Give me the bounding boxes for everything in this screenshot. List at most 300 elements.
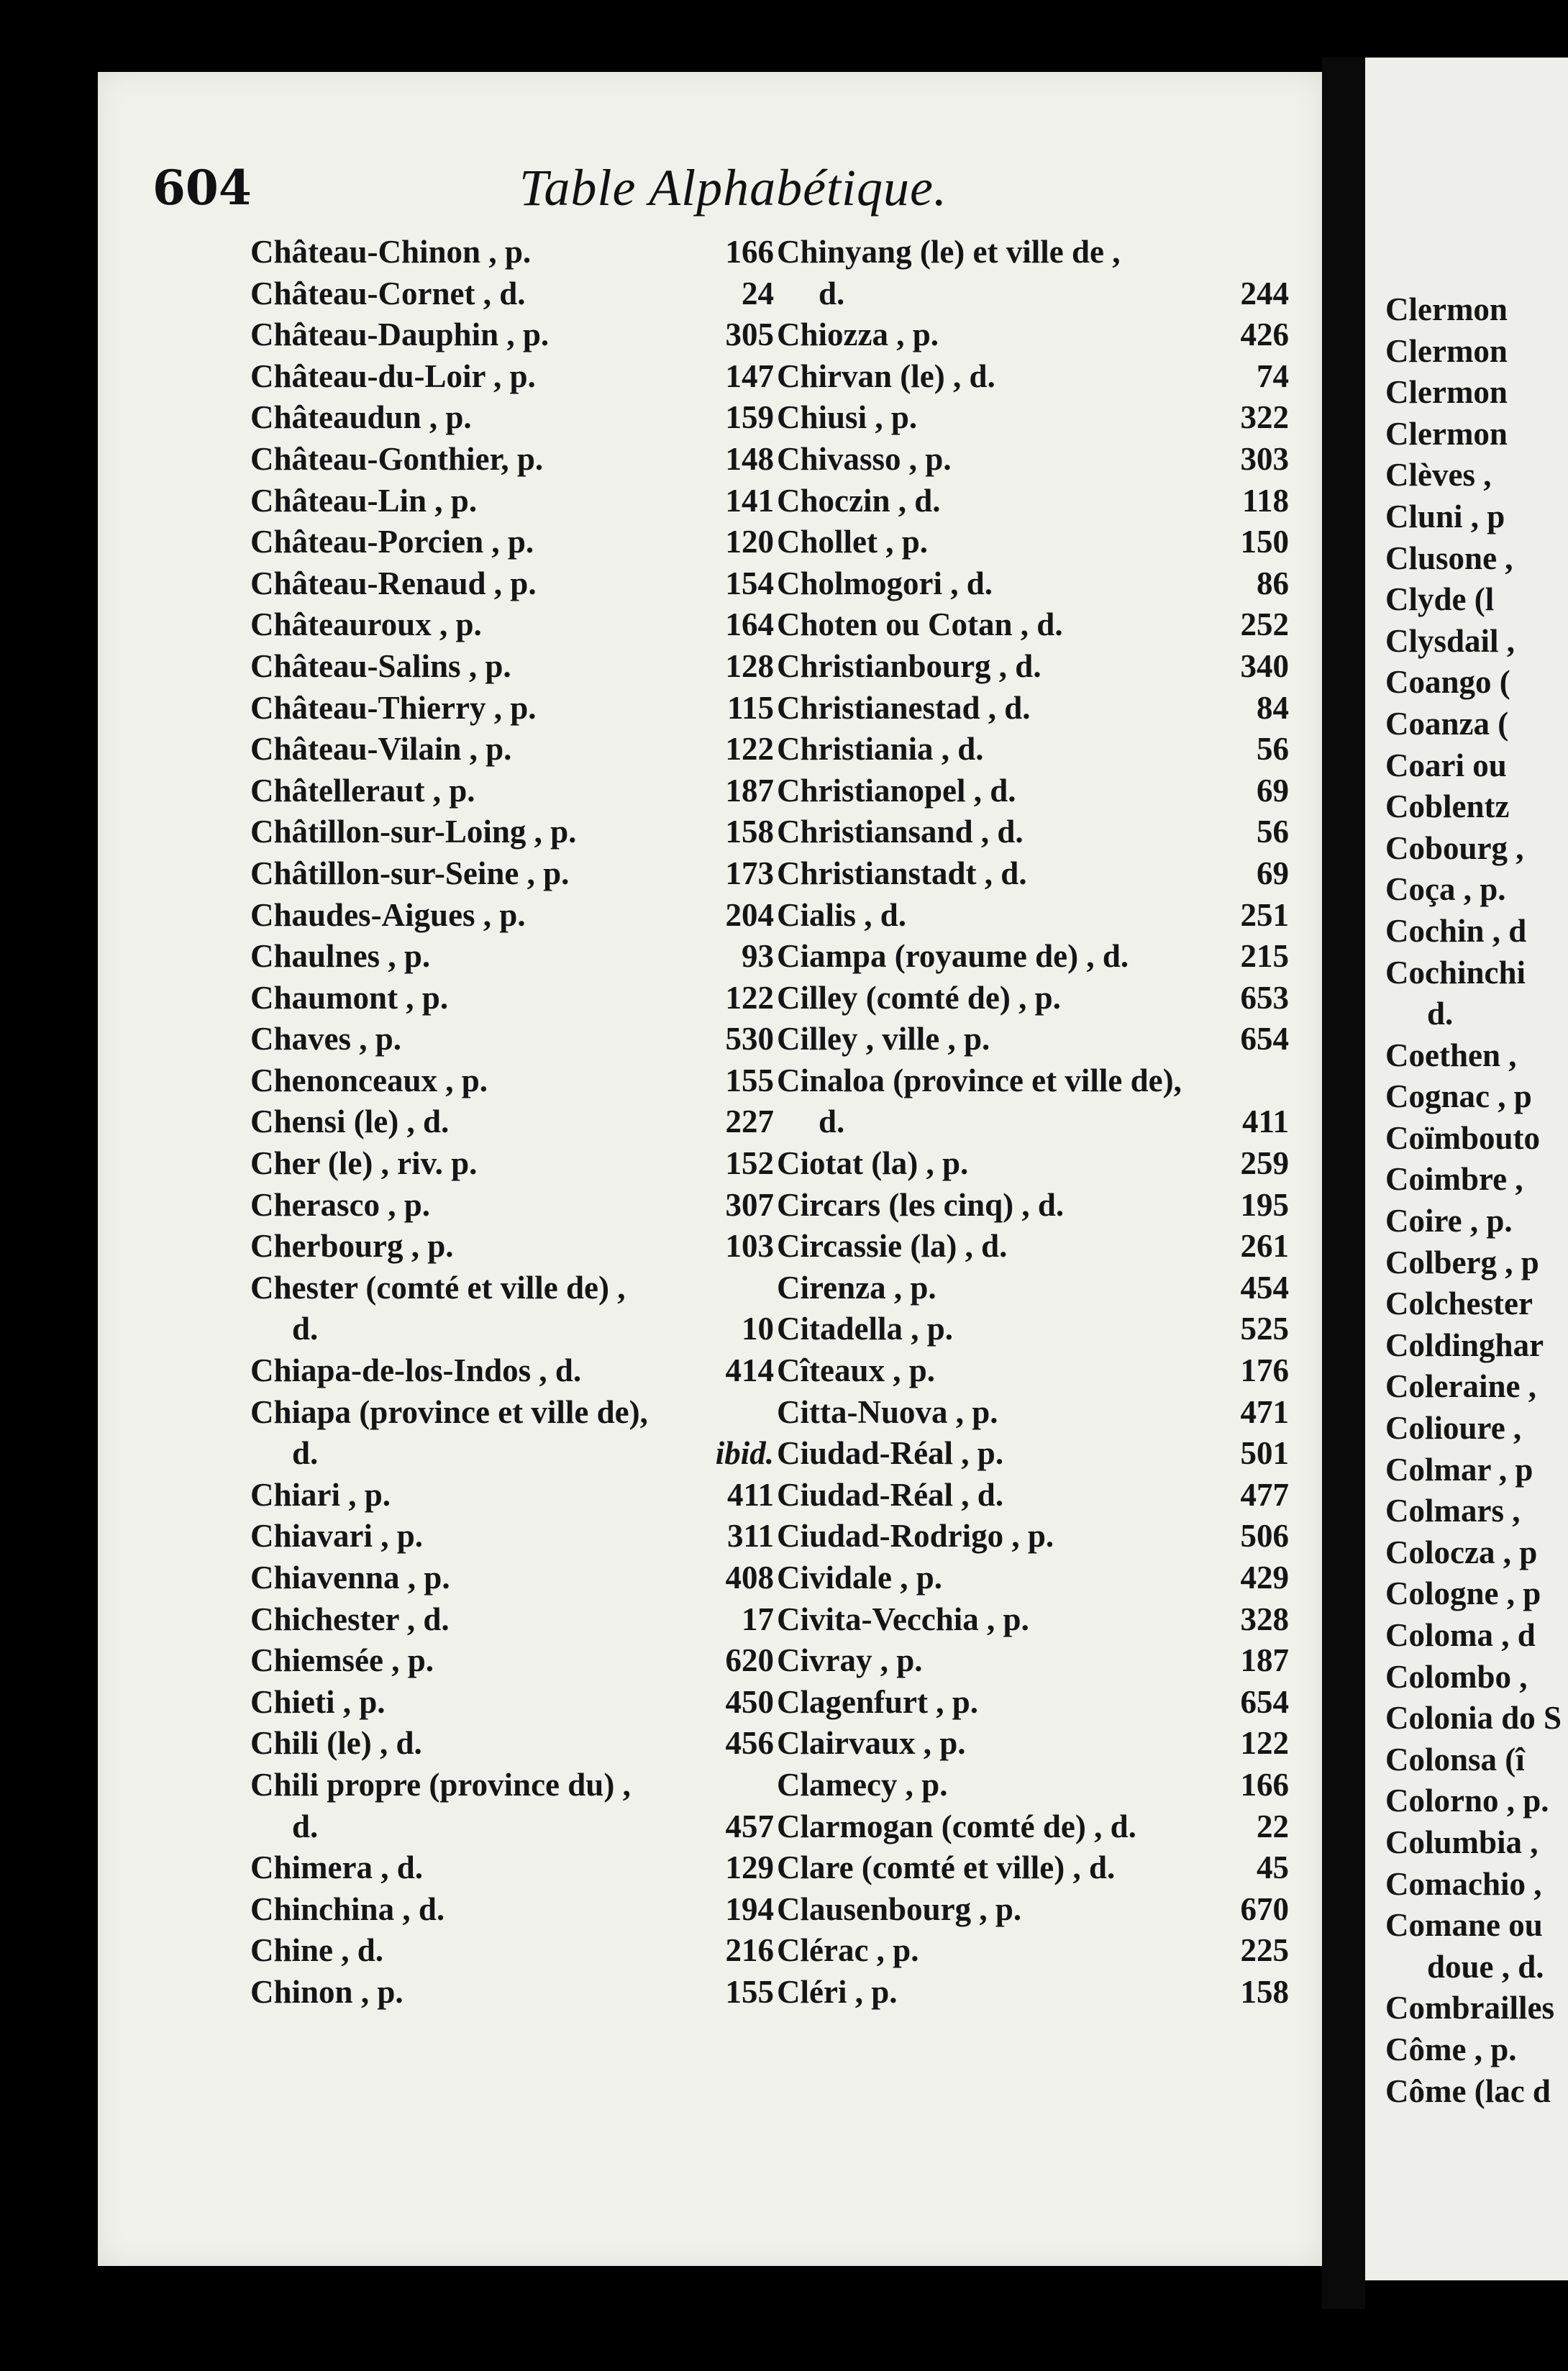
index-row (250, 811, 774, 853)
index-row (1385, 1325, 1568, 1367)
index-entry: Cilley (comté de) , p. (777, 979, 1061, 1016)
index-entry: Christiania , d. (777, 731, 984, 768)
index-entry: Côme (lac d (1385, 2072, 1551, 2109)
index-row (777, 1309, 1289, 1350)
page-reference: 10 (742, 1311, 774, 1347)
index-entry: Châteaudun , p. (250, 399, 472, 436)
page-reference: 525 (1240, 1311, 1289, 1347)
index-entry: Clausenbourg , p. (777, 1890, 1022, 1927)
index-entry: Chaudes-Aigues , p. (250, 896, 526, 933)
index-row (777, 1847, 1289, 1889)
page-reference: 120 (725, 524, 774, 560)
index-entry: d. (819, 275, 845, 311)
page-reference: 122 (725, 979, 774, 1016)
index-entry: Cherasco , p. (250, 1186, 430, 1223)
index-row (777, 1185, 1289, 1227)
page-reference: 17 (742, 1601, 774, 1637)
index-entry: Chaumont , p. (250, 979, 449, 1016)
page-reference: 411 (1241, 1103, 1289, 1140)
index-entry: Colmar , p (1385, 1451, 1533, 1488)
page-reference: 176 (1240, 1352, 1289, 1389)
index-row (1385, 1615, 1568, 1657)
right-column-partial (1385, 289, 1568, 2112)
index-row (250, 1889, 774, 1931)
index-entry: Christianstadt , d. (777, 855, 1027, 891)
page-reference: 122 (1240, 1725, 1289, 1762)
page-reference: 204 (725, 896, 774, 933)
index-row (250, 1268, 774, 1309)
index-entry: Coimbre , (1385, 1161, 1523, 1198)
page-reference: 194 (725, 1890, 774, 1927)
index-entry: Châtillon-sur-Seine , p. (250, 855, 570, 891)
index-entry: Clyde (l (1385, 581, 1495, 618)
index-row (1385, 1739, 1568, 1781)
index-entry: Cherbourg , p. (250, 1228, 454, 1265)
page-reference: 84 (1257, 689, 1289, 726)
index-row (250, 439, 774, 481)
index-row (1385, 289, 1568, 331)
index-entry: Choczin , d. (777, 482, 941, 519)
index-entry: Chichester , d. (250, 1601, 450, 1637)
index-row (777, 397, 1289, 439)
left-column (250, 232, 774, 2013)
page-reference: 115 (726, 689, 774, 726)
index-row (250, 1019, 774, 1060)
index-entry: Chaulnes , p. (250, 938, 431, 975)
page-reference: 86 (1257, 565, 1289, 601)
index-row (250, 481, 774, 522)
index-row (777, 853, 1289, 895)
page-gutter (1322, 58, 1365, 2309)
index-row (1385, 662, 1568, 704)
index-row (250, 895, 774, 937)
page-reference: 305 (725, 317, 774, 353)
page-reference: 173 (725, 855, 774, 891)
index-row (250, 646, 774, 688)
index-entry: Civita-Vecchia , p. (777, 1601, 1029, 1637)
index-entry: Château-du-Loir , p. (250, 358, 536, 394)
page-reference: 456 (725, 1725, 774, 1762)
index-row (777, 439, 1289, 481)
index-entry: Châteauroux , p. (250, 606, 482, 643)
index-row (250, 1972, 774, 2013)
index-entry: Châtelleraut , p. (250, 772, 475, 809)
index-entry: Château-Renaud , p. (250, 565, 537, 601)
index-row (250, 1682, 774, 1724)
page-reference: 426 (1240, 317, 1289, 353)
page-reference: 411 (726, 1476, 774, 1513)
index-entry: Citta-Nuova , p. (777, 1393, 998, 1430)
index-entry: Coango ( (1385, 664, 1510, 701)
index-row (250, 770, 774, 812)
index-entry: Chivasso , p. (777, 440, 952, 477)
index-entry: Cobourg , (1385, 829, 1524, 866)
index-row (1385, 1657, 1568, 1698)
page-reference: 128 (725, 647, 774, 684)
index-entry: Ciampa (royaume de) , d. (777, 938, 1129, 975)
index-entry: Chili propre (province du) , (250, 1766, 631, 1803)
index-entry: Chinchina , d. (250, 1890, 445, 1927)
index-entry: Colonia do S (1385, 1700, 1562, 1737)
page-reference: 74 (1257, 358, 1289, 394)
index-row (777, 314, 1289, 356)
index-entry: Circars (les cinq) , d. (777, 1186, 1065, 1223)
index-entry: Château-Porcien , p. (250, 524, 534, 560)
index-entry: Chiapa-de-los-Indos , d. (250, 1352, 582, 1389)
index-row (250, 1433, 774, 1475)
page-reference: 303 (1240, 440, 1289, 477)
index-entry: Coleraine , (1385, 1368, 1536, 1405)
index-entry: Coça , p. (1385, 871, 1506, 908)
page-reference: 129 (725, 1849, 774, 1886)
index-entry: Château-Thierry , p. (250, 689, 537, 726)
index-entry: Chaves , p. (250, 1021, 402, 1057)
index-row (250, 1185, 774, 1227)
page-reference: 69 (1257, 772, 1289, 809)
index-row (777, 1930, 1289, 1972)
index-row (1385, 414, 1568, 455)
index-row (1385, 704, 1568, 745)
index-row (777, 522, 1289, 563)
index-entry: Cinaloa (province et ville de), (777, 1062, 1182, 1098)
index-row (777, 1143, 1289, 1185)
index-entry: Clermon (1385, 332, 1508, 369)
index-row (777, 729, 1289, 770)
page-reference: 45 (1257, 1849, 1289, 1886)
index-entry: Clarmogan (comté de) , d. (777, 1808, 1136, 1844)
index-entry: Chiemsée , p. (250, 1642, 434, 1679)
index-entry: Chimera , d. (250, 1849, 423, 1886)
index-row (1385, 1242, 1568, 1284)
page-reference: 93 (742, 938, 774, 975)
page-reference: 261 (1240, 1228, 1289, 1265)
index-row (1385, 579, 1568, 621)
index-row (777, 481, 1289, 522)
index-row (1385, 1864, 1568, 1906)
index-entry: Cluni , p (1385, 498, 1505, 534)
page-reference: 307 (725, 1186, 774, 1223)
page-reference: 56 (1257, 731, 1289, 768)
index-entry: Coblentz (1385, 788, 1510, 825)
page-reference: 506 (1240, 1518, 1289, 1555)
index-entry: Chine , d. (250, 1932, 384, 1969)
index-entry: d. (819, 1103, 845, 1140)
page-reference: 477 (1240, 1476, 1289, 1513)
index-entry: Christiansand , d. (777, 814, 1024, 850)
index-row (250, 273, 774, 315)
index-row (250, 1599, 774, 1641)
facing-page (1365, 58, 1568, 2280)
page-reference: 159 (725, 399, 774, 436)
index-row (777, 1433, 1289, 1475)
index-entry: Cléri , p. (777, 1973, 898, 2010)
index-entry: Comachio , (1385, 1865, 1542, 1902)
page-reference: 187 (1240, 1642, 1289, 1679)
index-row (1385, 1532, 1568, 1574)
index-entry: Chester (comté et ville de) , (250, 1269, 626, 1306)
page-reference: 166 (1240, 1766, 1289, 1803)
page-reference: 216 (725, 1932, 774, 1969)
index-entry: Christianbourg , d. (777, 647, 1041, 684)
page-reference: 154 (725, 565, 774, 601)
index-entry: Coethen , (1385, 1037, 1517, 1073)
index-row (1385, 1947, 1568, 1988)
index-entry: Chollet , p. (777, 524, 929, 560)
index-entry: Clusone , (1385, 540, 1513, 576)
index-row (1385, 745, 1568, 787)
index-entry: doue , d. (1427, 1948, 1544, 1985)
page-reference: 187 (725, 772, 774, 809)
index-entry: Cognac , p (1385, 1078, 1532, 1115)
page-reference: 454 (1240, 1269, 1289, 1306)
index-row (1385, 2029, 1568, 2071)
index-entry: Château-Cornet , d. (250, 275, 526, 311)
page-reference: 69 (1257, 855, 1289, 891)
page-reference: 166 (725, 234, 774, 270)
index-row (1385, 372, 1568, 414)
index-row (250, 1060, 774, 1102)
index-row (777, 978, 1289, 1019)
index-entry: Clare (comté et ville) , d. (777, 1849, 1116, 1886)
index-row (250, 1640, 774, 1682)
page-reference: 155 (725, 1062, 774, 1098)
index-row (1385, 2071, 1568, 2113)
index-row (1385, 1283, 1568, 1325)
index-row (1385, 1076, 1568, 1118)
running-title: Table Alphabétique. (519, 159, 947, 217)
index-row (777, 770, 1289, 812)
index-row (777, 1972, 1289, 2013)
page-reference: 654 (1240, 1021, 1289, 1057)
index-row (1385, 538, 1568, 580)
index-row (777, 1101, 1289, 1143)
index-entry: Chinyang (le) et ville de , (777, 234, 1121, 270)
page-reference: 654 (1240, 1683, 1289, 1720)
index-entry: Choten ou Cotan , d. (777, 606, 1063, 643)
index-row (1385, 455, 1568, 496)
index-entry: Citadella , p. (777, 1311, 954, 1347)
page-reference: 158 (725, 814, 774, 850)
index-row (1385, 1988, 1568, 2029)
index-entry: d. (292, 1311, 319, 1347)
index-row (250, 978, 774, 1019)
page-reference: 429 (1240, 1560, 1289, 1596)
index-row (1385, 1035, 1568, 1077)
index-entry: Châtillon-sur-Loing , p. (250, 814, 577, 850)
index-row (1385, 1366, 1568, 1408)
index-entry: d. (292, 1808, 319, 1844)
page-number: 604 (152, 160, 252, 216)
index-row (777, 1516, 1289, 1557)
index-entry: Côme , p. (1385, 2031, 1517, 2067)
index-entry: Columbia , (1385, 1824, 1539, 1860)
index-row (777, 1682, 1289, 1724)
index-row (250, 314, 774, 356)
index-row (250, 936, 774, 978)
index-entry: Ciudad-Réal , d. (777, 1476, 1004, 1513)
index-row (250, 729, 774, 770)
index-entry: Colberg , p (1385, 1244, 1539, 1280)
index-entry: Cholmogori , d. (777, 565, 993, 601)
page-reference: 244 (1240, 275, 1289, 311)
index-entry: Cher (le) , riv. p. (250, 1145, 478, 1182)
page-reference: 311 (726, 1518, 774, 1555)
page-reference: 251 (1240, 896, 1289, 933)
page-reference: 340 (1240, 647, 1289, 684)
index-entry: Clérac , p. (777, 1932, 919, 1969)
page-reference: 147 (725, 358, 774, 394)
index-row (777, 1475, 1289, 1516)
index-row (1385, 1905, 1568, 1947)
index-entry: Château-Lin , p. (250, 482, 478, 519)
index-entry: Coloma , d (1385, 1617, 1536, 1653)
index-row (1385, 1408, 1568, 1450)
index-entry: Christianestad , d. (777, 689, 1031, 726)
page-reference: 227 (725, 1103, 774, 1140)
index-entry: Clermon (1385, 374, 1508, 411)
index-entry: Cialis , d. (777, 896, 907, 933)
index-row (250, 356, 774, 398)
index-row (250, 1392, 774, 1434)
index-entry: Chirvan (le) , d. (777, 358, 995, 394)
index-entry: Cividale , p. (777, 1560, 943, 1596)
index-row (777, 604, 1289, 646)
index-row (250, 1847, 774, 1889)
page-reference: 259 (1240, 1145, 1289, 1182)
index-entry: Cîteaux , p. (777, 1352, 936, 1389)
index-row (1385, 869, 1568, 911)
page-reference: 530 (725, 1021, 774, 1057)
page-reference: 620 (725, 1642, 774, 1679)
index-row (1385, 828, 1568, 870)
index-entry: Clèves , (1385, 457, 1492, 493)
page-reference: 225 (1240, 1932, 1289, 1969)
page-reference: 152 (725, 1145, 774, 1182)
index-row (777, 356, 1289, 398)
index-entry: Cirenza , p. (777, 1269, 936, 1306)
index-entry: Chiari , p. (250, 1476, 391, 1513)
index-row (250, 688, 774, 729)
index-entry: Clagenfurt , p. (777, 1683, 978, 1720)
page-reference: 22 (1257, 1808, 1289, 1844)
index-row (777, 1392, 1289, 1434)
page-reference: 215 (1240, 938, 1289, 975)
index-entry: Colombo , (1385, 1658, 1528, 1695)
index-row (777, 1268, 1289, 1309)
index-row (777, 1640, 1289, 1682)
index-row (1385, 911, 1568, 952)
page-reference: 56 (1257, 814, 1289, 850)
index-row (777, 811, 1289, 853)
page-reference: 158 (1240, 1973, 1289, 2010)
page-reference: 328 (1240, 1601, 1289, 1637)
index-row (777, 1060, 1289, 1102)
index-row (250, 1350, 774, 1392)
page-reference: 457 (725, 1808, 774, 1844)
index-entry: Colocza , p (1385, 1534, 1538, 1570)
index-row (250, 563, 774, 605)
page-reference: 141 (725, 482, 774, 519)
index-row (250, 1226, 774, 1268)
index-entry: Chiapa (province et ville de), (250, 1393, 648, 1430)
page-reference: 195 (1240, 1186, 1289, 1223)
index-entry: Cologne , p (1385, 1575, 1541, 1612)
index-entry: Château-Vilain , p. (250, 731, 512, 768)
index-row (250, 1516, 774, 1557)
page-reference: 322 (1240, 399, 1289, 436)
index-row (250, 1101, 774, 1143)
index-row (777, 1019, 1289, 1060)
page-reference: 670 (1240, 1890, 1289, 1927)
index-row (777, 1226, 1289, 1268)
index-entry: Colchester (1385, 1285, 1533, 1322)
index-entry: Château-Dauphin , p. (250, 317, 550, 353)
index-entry: Ciotat (la) , p. (777, 1145, 969, 1182)
index-entry: Coldinghar (1385, 1326, 1544, 1363)
page-reference: 414 (725, 1352, 774, 1389)
index-row (777, 1557, 1289, 1599)
index-entry: Chiavari , p. (250, 1518, 424, 1555)
index-entry: Château-Gonthier, p. (250, 440, 544, 477)
index-entry: Chenonceaux , p. (250, 1062, 488, 1098)
index-entry: Comane ou (1385, 1907, 1543, 1944)
index-entry: Colonsa (î (1385, 1741, 1525, 1778)
index-row (250, 232, 774, 273)
index-row (250, 397, 774, 439)
index-row (250, 1143, 774, 1185)
index-entry: Circassie (la) , d. (777, 1228, 1008, 1265)
index-entry: Chiusi , p. (777, 399, 918, 436)
index-row (777, 1806, 1289, 1848)
index-entry: Château-Salins , p. (250, 647, 511, 684)
index-entry: Colmars , (1385, 1493, 1521, 1529)
page-reference: 450 (725, 1683, 774, 1720)
page-reference: 155 (725, 1973, 774, 2010)
index-row (777, 936, 1289, 978)
index-row (777, 646, 1289, 688)
index-row (1385, 786, 1568, 828)
page-reference: 471 (1240, 1393, 1289, 1430)
page-reference: 148 (725, 440, 774, 477)
index-entry: Cochin , d (1385, 912, 1527, 949)
index-row (250, 1806, 774, 1848)
index-row (250, 1723, 774, 1765)
page-reference: 653 (1240, 979, 1289, 1016)
index-entry: d. (292, 1435, 319, 1472)
index-row (1385, 1780, 1568, 1822)
index-entry: Château-Chinon , p. (250, 234, 532, 270)
index-entry: Coanza ( (1385, 705, 1509, 742)
index-row (250, 1930, 774, 1972)
index-entry: Clysdail , (1385, 622, 1515, 659)
index-row (1385, 1491, 1568, 1532)
index-row (1385, 1118, 1568, 1160)
index-entry: Chinon , p. (250, 1973, 404, 2010)
index-entry: Chiavenna , p. (250, 1560, 450, 1596)
index-entry: Coari ou (1385, 747, 1507, 783)
index-entry: Clermon (1385, 291, 1508, 327)
index-entry: Cilley , ville , p. (777, 1021, 990, 1057)
index-entry: Christianopel , d. (777, 772, 1016, 809)
index-entry: Chili (le) , d. (250, 1725, 422, 1762)
index-row (1385, 1698, 1568, 1739)
page-reference: 408 (725, 1560, 774, 1596)
index-row (1385, 621, 1568, 663)
index-entry: Ciudad-Réal , p. (777, 1435, 1004, 1472)
index-row (1385, 331, 1568, 373)
page-reference: 122 (725, 731, 774, 768)
page-reference: 118 (1241, 482, 1289, 519)
